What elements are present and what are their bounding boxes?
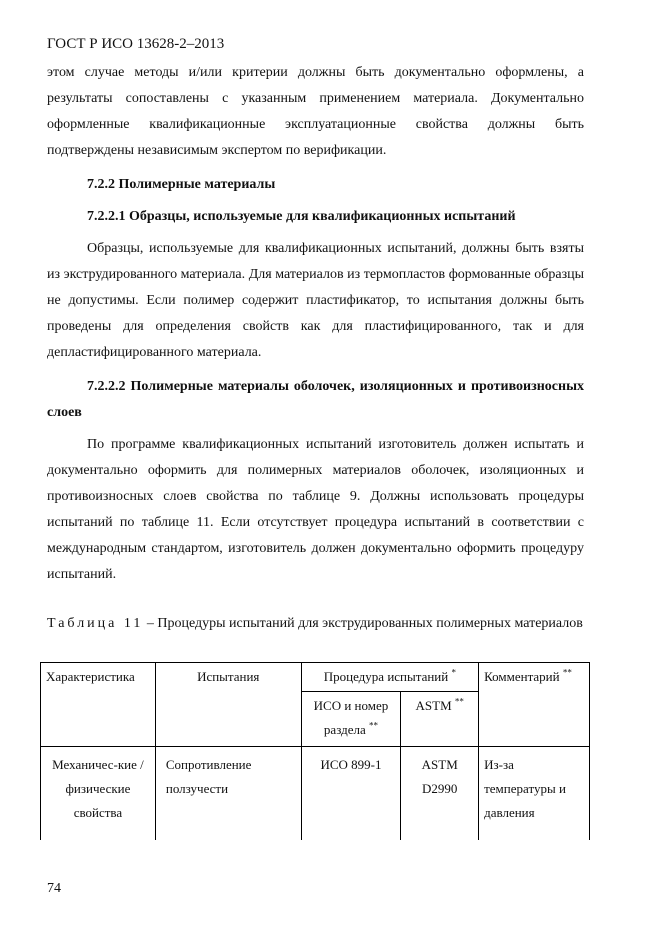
section-heading-7-2-2-1: 7.2.2.1 Образцы, используемые для квалификационных испытаний	[87, 209, 516, 224]
table-caption-text: – Процедуры испытаний для экструдированных полимерных материалов	[143, 616, 583, 631]
header-comment: Комментарий **	[479, 663, 590, 747]
cell-test: Сопротивление ползучести	[155, 747, 301, 841]
cell-comment: Из-за температуры и давления	[479, 747, 590, 841]
table-caption-label: Таблица 11	[47, 616, 144, 631]
paragraph-intro: этом случае методы и/или критерии должны быть документально оформлены, а результаты сопоставлены с указанным применением материала. Документально оформленные квалификационные эксплуатационные свойства должны быть подтверждены независимым экспертом по верификации.	[47, 65, 584, 158]
body-text	[47, 60, 584, 588]
table-caption	[47, 612, 584, 636]
section-heading-7-2-2-2: 7.2.2.2 Полимерные материалы оболочек, изоляционных и противоизносных слоев	[47, 379, 584, 420]
cell-astm: ASTM D2990	[401, 747, 479, 841]
paragraph-qualification: По программе квалификационных испытаний изготовитель должен испытать и документально оформить для полимерных материалов оболочек, изоляционных и противоизносных слоев свойства по таблице 9. Должны использовать процедуры испытаний по таблице 11. Если отсутствует процедура испытаний в соответствии с международным стандартом, изготовитель должен документально оформить процедуру испытаний.	[47, 437, 584, 582]
cell-iso: ИСО 899-1	[301, 747, 401, 841]
test-procedures-table	[40, 662, 590, 840]
header-procedure: Процедура испытаний *	[301, 663, 479, 692]
header-characteristic: Характеристика	[41, 663, 156, 747]
header-astm: ASTM **	[401, 692, 479, 747]
header-iso: ИСО и номер раздела **	[301, 692, 401, 747]
cell-characteristic: Механичес-кие /физические свойства	[41, 747, 156, 841]
section-heading-7-2-2: 7.2.2 Полимерные материалы	[87, 177, 276, 192]
page-number: 74	[47, 881, 61, 896]
document-header: ГОСТ Р ИСО 13628-2–2013	[47, 36, 225, 52]
header-tests: Испытания	[155, 663, 301, 747]
paragraph-samples: Образцы, используемые для квалификационных испытаний, должны быть взяты из экструдированного материала. Для материалов из термопластов формованные образцы не допустимы. Если полимер содержит пластификатор, то испытания должны быть проведены для определения свойств как для пластифицированного, так и для депластифицированного материала.	[47, 241, 584, 360]
table-row	[41, 747, 590, 841]
